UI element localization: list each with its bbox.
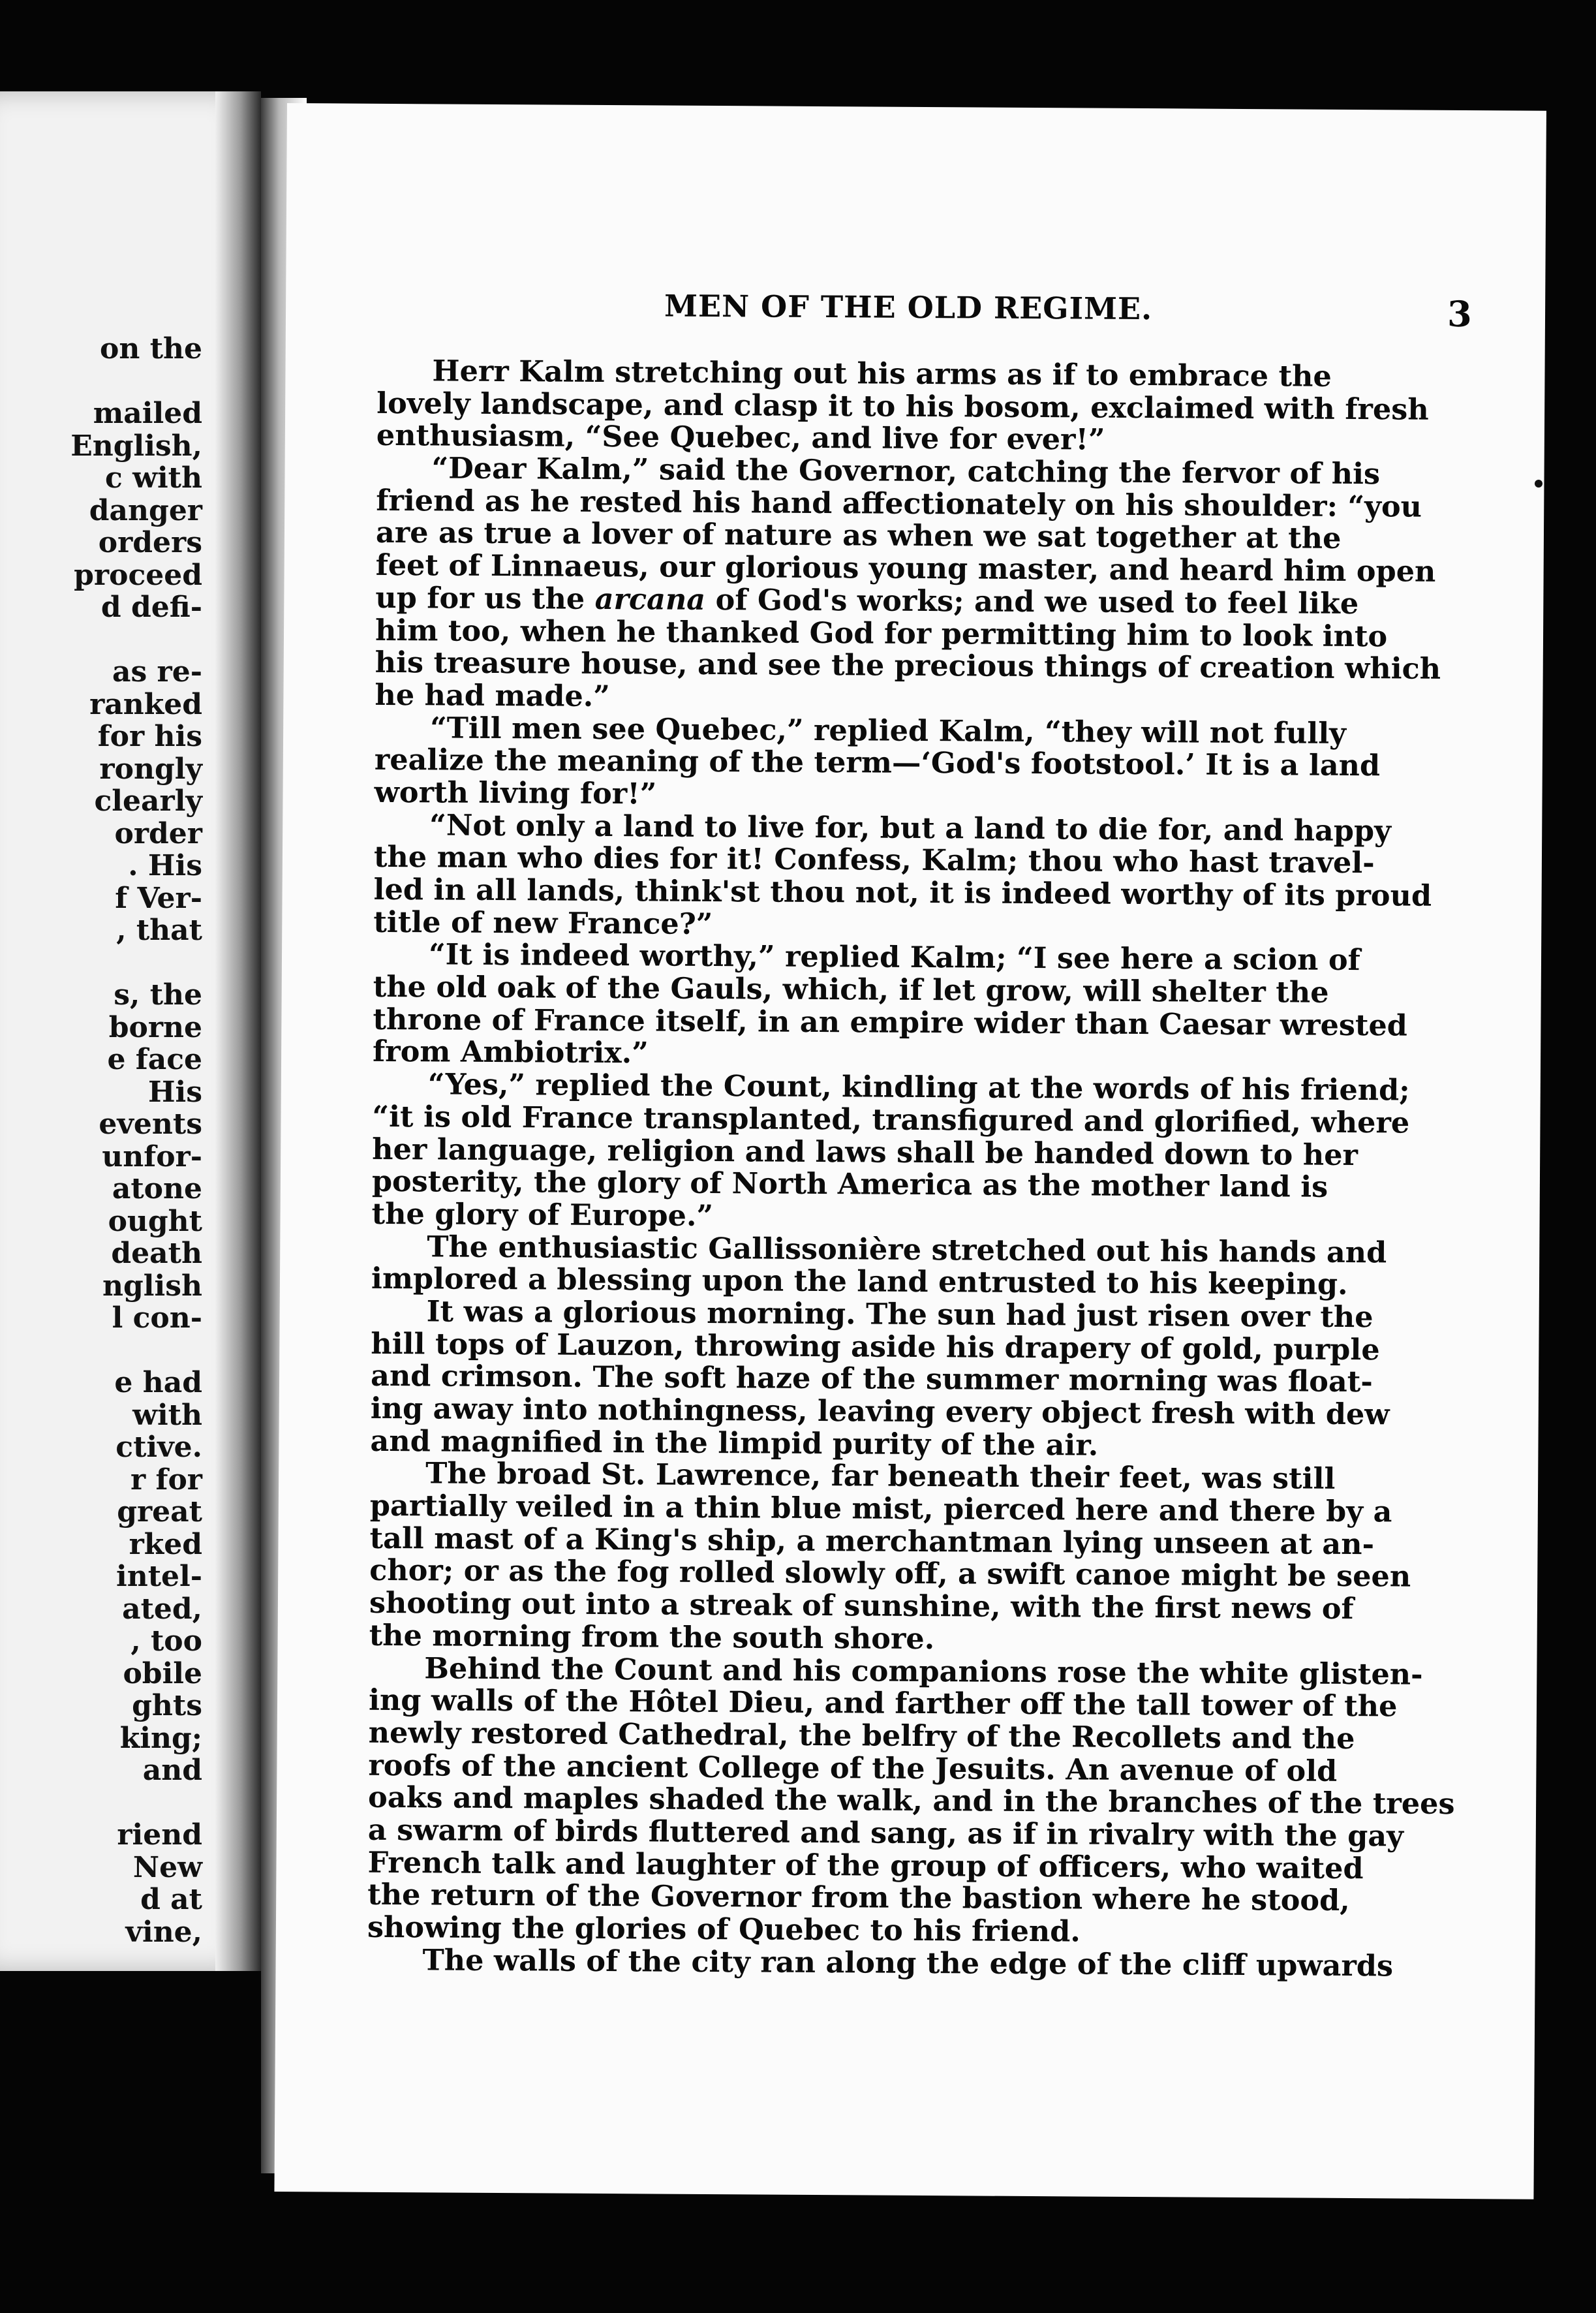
text-line: her language, religion and laws shall be handed down to her [372,1132,1358,1172]
left-page-line: clearly [94,784,202,818]
left-page-line: , that [116,914,202,947]
left-page-line: atone [112,1172,202,1205]
left-page-line [0,1335,202,1367]
text-line: friend as he rested his hand affectionately on his shoulder: “you [376,483,1422,524]
left-page-line [0,624,202,657]
book-gutter [215,91,261,1971]
left-page-line: l con- [112,1301,202,1335]
text-line: a swarm of birds fluttered and sang, as if in rivalry with the gay [367,1812,1404,1854]
left-page-line: orders [98,526,202,559]
text-line: implored a blessing upon the land entrusted to his keeping. [371,1262,1348,1302]
text-line: are as true a lover of nature as when we sat together at the [375,516,1342,556]
text-line: tall mast of a King's ship, a merchantman lying unseen at an- [369,1521,1375,1561]
left-page-text [0,333,202,1948]
left-page-line: His [147,1075,202,1109]
text-line: from Ambiotrix.” [372,1034,649,1070]
text-line: title of new France?” [373,905,713,941]
text-line: worth living for!” [374,775,657,811]
left-page-line: for his [97,720,202,753]
left-page-line: f Ver- [115,881,202,915]
text-line: Behind the Count and his companions rose the white glisten- [424,1651,1423,1692]
text-line: him too, when he thanked God for permitting him to look into [375,613,1388,653]
left-page-line: rked [129,1527,202,1561]
left-page-line: ated, [122,1592,202,1626]
left-page-line: c with [104,461,202,495]
text-line: It was a glorious morning. The sun had just risen over the [426,1294,1373,1335]
text-line: showing the glories of Quebec to his friend. [367,1910,1081,1949]
text-line: The walls of the city ran along the edge of the cliff upwards [422,1943,1394,1983]
text-line: “Yes,” replied the Count, kindling at the words of his friend; [427,1067,1410,1108]
left-page-line: with [132,1398,202,1432]
text-line: and magnified in the limpid purity of the air. [370,1423,1099,1463]
left-page-line: ghts [132,1689,202,1722]
left-page-line: proceed [74,558,202,592]
text-line: led in all lands, think'st thou not, it is indeed worthy of its proud [373,872,1432,913]
text-line: hill tops of Lauzon, throwing aside his drapery of gold, purple [371,1326,1380,1367]
left-page-line: on the [100,332,202,365]
left-page-line: e had [114,1366,202,1399]
text-line: realize the meaning of the term—‘God's footstool.’ It is a land [374,743,1381,783]
left-page-line: events [99,1108,202,1141]
right-page [274,103,1546,2199]
text-line: shooting out into a streak of sunshine, with the first news of [369,1585,1354,1626]
running-title: MEN OF THE OLD REGIME. [664,288,1153,327]
left-page-line: rongly [99,752,202,786]
text-line: partially veiled in a thin blue mist, pierced here and there by a [369,1488,1392,1529]
text-line: The enthusiastic Gallissonière stretched out his hands and [427,1229,1387,1269]
text-line: ing away into nothingness, leaving every object fresh with dew [370,1391,1390,1432]
body-text [367,354,1455,1983]
text-line: posterity, the glory of North America as the mother land is [371,1164,1328,1204]
text-line: feet of Linnaeus, our glorious young master, and heard him open [375,548,1436,589]
left-page-line: ought [108,1204,202,1238]
text-line: French talk and laughter of the group of officers, who waited [367,1845,1364,1886]
left-page-line: New [132,1850,202,1884]
text-line: oaks and maples shaded the walk, and in the branches of the trees [367,1780,1455,1822]
text-line: the man who dies for it! Confess, Kalm; thou who hast travel- [373,840,1375,880]
text-line: The broad St. Lawrence, far beneath their feet, was still [425,1456,1336,1497]
text-line: throne of France itself, in an empire wider than Caesar wrested [373,1002,1408,1043]
left-page-line: d at [140,1883,202,1916]
text-line: up for us the arcana of God's works; and we used to feel like [375,580,1359,621]
left-page-line: s, the [114,978,202,1012]
text-line: enthusiasm, “See Quebec, and live for ever!” [376,418,1105,458]
text-line: the glory of Europe.” [371,1196,714,1233]
left-page-line: obile [123,1656,202,1690]
left-page-line: borne [108,1010,202,1044]
left-page-line: unfor- [102,1140,202,1173]
left-page-line: , too [130,1624,202,1658]
text-line: lovely landscape, and clasp it to his bosom, exclaimed with fresh [376,386,1429,427]
text-line: “Till men see Quebec,” replied Kalm, “they will not fully [429,710,1347,751]
left-page-line: vine, [125,1915,202,1949]
text-line: “Dear Kalm,” said the Governor, catching the fervor of his [431,451,1381,491]
running-head [664,288,1512,335]
text-line: the morning from the south shore. [369,1618,935,1656]
left-page-line: riend [117,1818,202,1852]
left-page-line [0,947,202,980]
left-page-line: order [114,816,202,850]
margin-dot [1535,480,1542,488]
text-line: his treasure house, and see the precious things of creation which [375,645,1441,687]
left-page-line: ranked [89,687,202,721]
text-line: newly restored Cathedral, the belfry of the Recollets and the [368,1715,1355,1756]
text-line: he had made.” [375,677,611,713]
left-page-line: d defi- [100,591,202,624]
text-line: chor; or as the fog rolled slowly off, a swift canoe might be seen [369,1553,1411,1594]
text-line: the old oak of the Gauls, which, if let grow, will shelter the [373,969,1329,1010]
left-page-line [0,1787,202,1820]
left-page-line: ctive. [115,1431,202,1464]
text-line: “It is indeed worthy,” replied Kalm; “I see here a scion of [428,937,1360,978]
text-line: ing walls of the Hôtel Dieu, and farther off the tall tower of the [368,1683,1398,1724]
left-page-line [0,365,202,398]
text-line: roofs of the ancient College of the Jesuits. An avenue of old [368,1748,1338,1788]
left-page-line: r for [130,1463,202,1497]
italic-word: arcana [594,582,706,617]
left-page-line: king; [119,1721,202,1755]
left-page-line: intel- [116,1560,202,1593]
text-line: “Not only a land to live for, but a land to die for, and happy [429,807,1392,848]
page-number: 3 [1447,292,1473,335]
left-page-line: great [117,1495,202,1529]
text-line: “it is old France transplanted, transfigured and glorified, where [372,1099,1410,1140]
left-page-line: danger [89,493,202,527]
text-line: the return of the Governor from the bastion where he stood, [367,1878,1350,1918]
left-page-line: death [111,1237,202,1270]
left-page-line: . His [128,849,202,882]
left-page-line: as re- [112,655,202,689]
left-page-line: nglish [102,1269,202,1303]
left-page-line: English, [70,429,202,463]
left-page-line: e face [107,1043,202,1076]
left-page-line: mailed [93,397,202,430]
text-line: and crimson. The soft haze of the summer morning was float- [370,1359,1373,1399]
left-page-line: and [142,1754,202,1787]
text-line: Herr Kalm stretching out his arms as if to embrace the [432,354,1332,394]
